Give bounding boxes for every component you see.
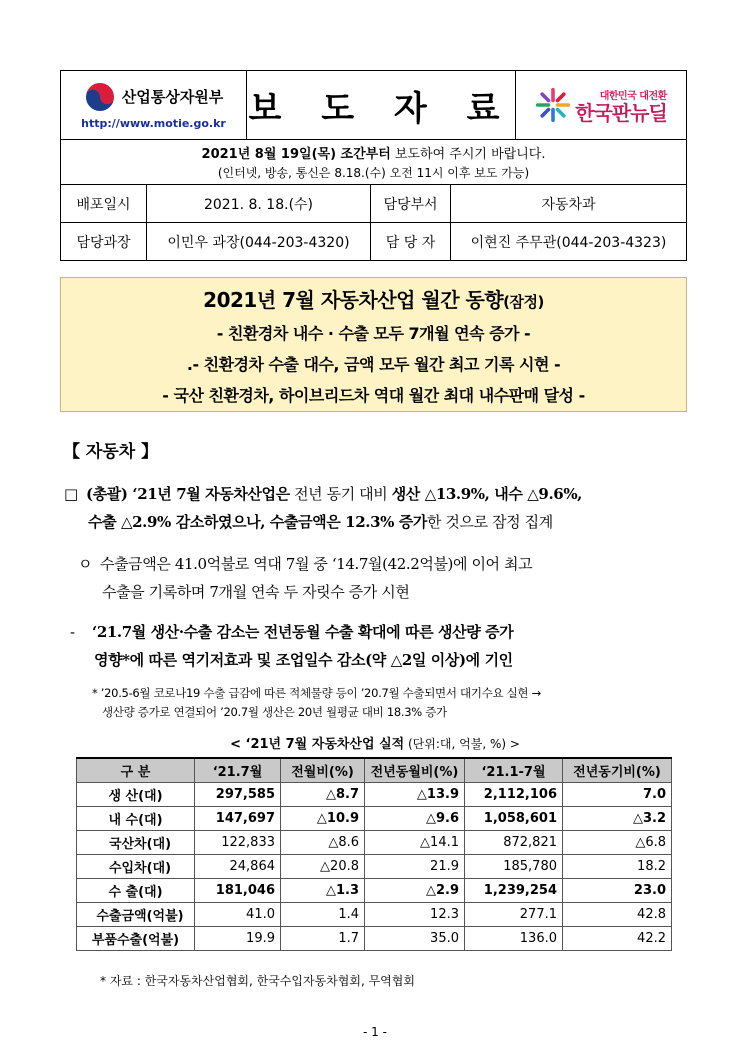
value-director: 이민우 과장(044-203-4320) (147, 223, 371, 260)
headline-title-suffix: (잠정) (503, 292, 544, 311)
col-header: 구 분 (77, 758, 195, 782)
newdeal-star-icon (535, 87, 571, 123)
label-distribution-date: 배포일시 (61, 185, 147, 222)
headline-subtitle-3: - 국산 친환경차, 하이브리드차 역대 월간 최대 내수판매 달성 - (162, 385, 585, 405)
summary-figures: 생산 △13.9%, 내수 △9.6%, (391, 485, 582, 503)
taegeuk-emblem-icon (84, 81, 116, 113)
table-cell: 185,780 (465, 854, 563, 878)
label-director: 담당과장 (61, 223, 147, 260)
label-department: 담당부서 (371, 185, 451, 222)
table-cell: △13.9 (365, 782, 465, 806)
newdeal-subtitle: 대한민국 대전환 (599, 90, 667, 102)
dash-bullet: - (70, 623, 75, 641)
table-caption-unit: (단위:대, 억불, %) > (404, 737, 520, 751)
table-cell: 1.4 (281, 902, 365, 926)
performance-table (76, 757, 672, 951)
export-value-paragraph (78, 550, 708, 606)
square-bullet: □ (64, 485, 78, 503)
col-header: 전월비(%) (281, 758, 365, 782)
table-cell: 41.0 (195, 902, 281, 926)
table-cell: △20.8 (281, 854, 365, 878)
table-caption-title: < ‘21년 7월 자동차산업 실적 (230, 737, 405, 752)
table-cell: 136.0 (465, 926, 563, 950)
press-release-title: 보 도 자 료 (247, 71, 516, 139)
col-header: ‘21.7월 (195, 758, 281, 782)
page-number: - 1 - (363, 1025, 387, 1039)
table-cell: △6.8 (563, 830, 672, 854)
table-cell: 1.7 (281, 926, 365, 950)
table-cell: 181,046 (195, 878, 281, 902)
table-cell: 35.0 (365, 926, 465, 950)
table-cell: 147,697 (195, 806, 281, 830)
table-cell: 1,239,254 (465, 878, 563, 902)
footnote-line-2: 생산량 증가로 연결되어 ’20.7월 생산은 20년 월평균 대비 18.3% 증가 (102, 705, 447, 719)
embargo-text: 보도하여 주시기 바랍니다. (390, 147, 546, 162)
table-cell: 42.8 (563, 902, 672, 926)
table-cell: 12.3 (365, 902, 465, 926)
table-row (77, 782, 672, 806)
table-cell: △1.3 (281, 878, 365, 902)
value-department: 자동차과 (541, 196, 596, 213)
table-cell: △8.7 (281, 782, 365, 806)
table-cell: △2.9 (365, 878, 465, 902)
summary-end: 한 것으로 잠정 집계 (426, 513, 553, 531)
table-cell: 277.1 (465, 902, 563, 926)
label-contact-person: 담 당 자 (371, 223, 451, 260)
export-value-line-2: 수출을 기록하며 7개월 연속 두 자릿수 증가 시현 (102, 583, 410, 601)
summary-export: 수출 △2.9% 감소하였으나, 수출금액은 12.3% 증가 (88, 513, 427, 531)
value-distribution-date: 2021. 8. 18.(수) (147, 185, 371, 222)
footnote (92, 684, 702, 722)
decline-reason-paragraph (70, 618, 704, 674)
value-contact-person: 이현진 주무관(044-203-4323) (470, 234, 667, 251)
col-header: 전년동월비(%) (365, 758, 465, 782)
col-header: ‘21.1-7월 (465, 758, 563, 782)
row-label: 수출금액(억불) (77, 902, 195, 926)
section-heading: 【 자동차 】 (63, 442, 159, 462)
table-row (77, 806, 672, 830)
headline-subtitle-2: .- 친환경차 수출 대수, 금액 모두 월간 최고 기록 시현 - (186, 354, 561, 374)
table-cell: 7.0 (563, 782, 672, 806)
table-cell: 42.2 (563, 926, 672, 950)
table-cell: 872,821 (465, 830, 563, 854)
table-caption (0, 733, 750, 752)
row-label: 내 수(대) (77, 806, 195, 830)
table-cell: △9.6 (365, 806, 465, 830)
table-row (77, 854, 672, 878)
row-label: 수 출(대) (77, 878, 195, 902)
decline-reason-line-1: ‘21.7월 생산·수출 감소는 전년동월 수출 확대에 따른 생산량 증가 (92, 623, 514, 641)
table-cell: 1,058,601 (465, 806, 563, 830)
ministry-name: 산업통상자원부 (121, 88, 224, 106)
table-cell: 297,585 (195, 782, 281, 806)
headline-title-text: 2021년 7월 자동차산업 월간 동향 (203, 287, 504, 312)
press-header (60, 70, 687, 261)
summary-connector: 전년 동기 대비 (289, 485, 392, 503)
table-cell: 18.2 (563, 854, 672, 878)
table-row (77, 902, 672, 926)
table-cell: 122,833 (195, 830, 281, 854)
table-cell: △3.2 (563, 806, 672, 830)
table-cell: 21.9 (365, 854, 465, 878)
table-cell: 2,112,106 (465, 782, 563, 806)
row-label: 수입차(대) (77, 854, 195, 878)
info-row-contacts (61, 223, 686, 260)
headline-subtitle-1: - 친환경차 내수 · 수출 모두 7개월 연속 증가 - (216, 323, 531, 343)
headline-box (60, 277, 687, 412)
row-label: 생 산(대) (77, 782, 195, 806)
table-row (77, 878, 672, 902)
summary-lead: (총괄) ‘21년 7월 자동차산업은 (86, 485, 290, 503)
row-label: 국산차(대) (77, 830, 195, 854)
embargo-time: 2021년 8월 19일(목) 조간부터 (201, 147, 391, 162)
newdeal-title: 한국판뉴딜 (575, 100, 667, 125)
embargo-note: (인터넷, 방송, 통신은 8.18.(수) 오전 11시 이후 보도 가능) (217, 166, 530, 180)
info-row-distribution (61, 185, 686, 223)
table-cell: 19.9 (195, 926, 281, 950)
header-top-row (61, 71, 686, 140)
table-row (77, 926, 672, 950)
decline-reason-line-2: 영향*에 따른 역기저효과 및 조업일수 감소(약 △2일 이상)에 기인 (94, 651, 513, 669)
headline-title (203, 284, 544, 313)
summary-paragraph (64, 480, 704, 536)
ministry-url[interactable]: http://www.motie.go.kr (81, 116, 226, 130)
newdeal-logo (516, 71, 686, 139)
table-source: * 자료 : 한국자동차산업협회, 한국수입자동차협회, 무역협회 (100, 974, 415, 988)
table-cell: △14.1 (365, 830, 465, 854)
col-header: 전년동기비(%) (563, 758, 672, 782)
footnote-line-1: * ’20.5-6월 코로나19 수출 급감에 따른 적체물량 등이 ’20.7월 수출되면서 대기수요 실현 → (92, 686, 541, 700)
table-cell: 23.0 (563, 878, 672, 902)
embargo-notice (61, 140, 686, 185)
table-cell: 24,864 (195, 854, 281, 878)
circle-bullet: ㅇ (78, 555, 93, 573)
export-value-line-1: 수출금액은 41.0억불로 역대 7월 중 ‘14.7월(42.2억불)에 이어 최고 (100, 555, 533, 573)
table-row (77, 830, 672, 854)
table-cell: △10.9 (281, 806, 365, 830)
ministry-block (61, 71, 247, 139)
row-label: 부품수출(억불) (77, 926, 195, 950)
table-cell: △8.6 (281, 830, 365, 854)
